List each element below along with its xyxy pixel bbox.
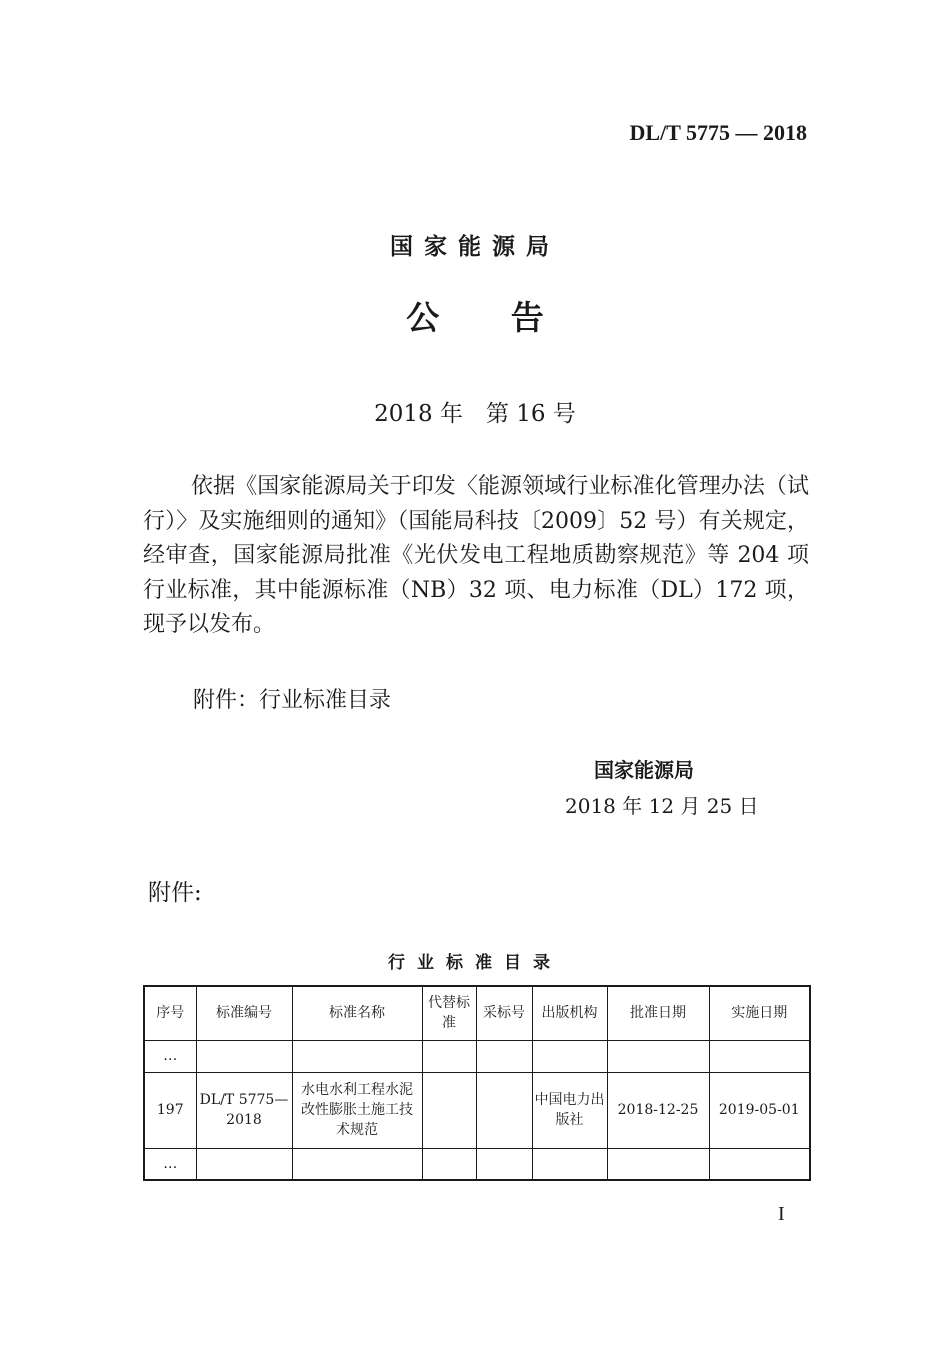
row-effective: 2019-05-01 — [709, 1072, 810, 1148]
table-header-row — [144, 986, 810, 1040]
row-replaces — [422, 1072, 476, 1148]
table-row-ellipsis — [144, 1040, 810, 1072]
row-code: DL/T 5775—2018 — [196, 1072, 292, 1148]
issue-number: 2018 年 第 16 号 — [374, 401, 576, 427]
announcement-body: 依据《国家能源局关于印发〈能源领域行业标准化管理办法（试行）〉及实施细则的通知》（国能局科技〔2009〕52 号）有关规定，经审查，国家能源局批准《光伏发电工程地质勘察规范》等 204 项行业标准，其中能源标准（NB）32 项、电力标准（DL）172 项，现予以发布。 — [143, 474, 809, 637]
ellipsis-cell: … — [144, 1148, 196, 1180]
document-type: 公 告 — [406, 298, 544, 337]
attachment-heading: 附件: — [148, 880, 202, 906]
standard-code: DL/T 5775 — 2018 — [629, 120, 807, 145]
column-header: 实施日期 — [709, 986, 810, 1040]
row-no: 197 — [144, 1072, 196, 1148]
row-publisher: 中国电力出版社 — [532, 1072, 607, 1148]
table-title: 行业标准目录 — [388, 953, 562, 973]
table-row-ellipsis — [144, 1148, 810, 1180]
row-approved: 2018-12-25 — [607, 1072, 709, 1148]
column-header: 代替标准 — [422, 986, 476, 1040]
standards-table — [143, 985, 811, 1181]
column-header: 出版机构 — [532, 986, 607, 1040]
issuing-agency: 国家能源局 — [390, 234, 560, 260]
column-header: 标准编号 — [196, 986, 292, 1040]
table-row — [144, 1072, 810, 1148]
column-header: 采标号 — [476, 986, 532, 1040]
signature-agency: 国家能源局 — [594, 758, 694, 782]
ellipsis-cell: … — [144, 1040, 196, 1072]
row-adopted — [476, 1072, 532, 1148]
row-name: 水电水利工程水泥改性膨胀土施工技术规范 — [292, 1072, 422, 1148]
column-header: 序号 — [144, 986, 196, 1040]
attachment-note: 附件：行业标准目录 — [193, 688, 392, 713]
signature-date: 2018 年 12 月 25 日 — [565, 794, 759, 818]
column-header: 批准日期 — [607, 986, 709, 1040]
page-number: I — [778, 1203, 785, 1225]
column-header: 标准名称 — [292, 986, 422, 1040]
